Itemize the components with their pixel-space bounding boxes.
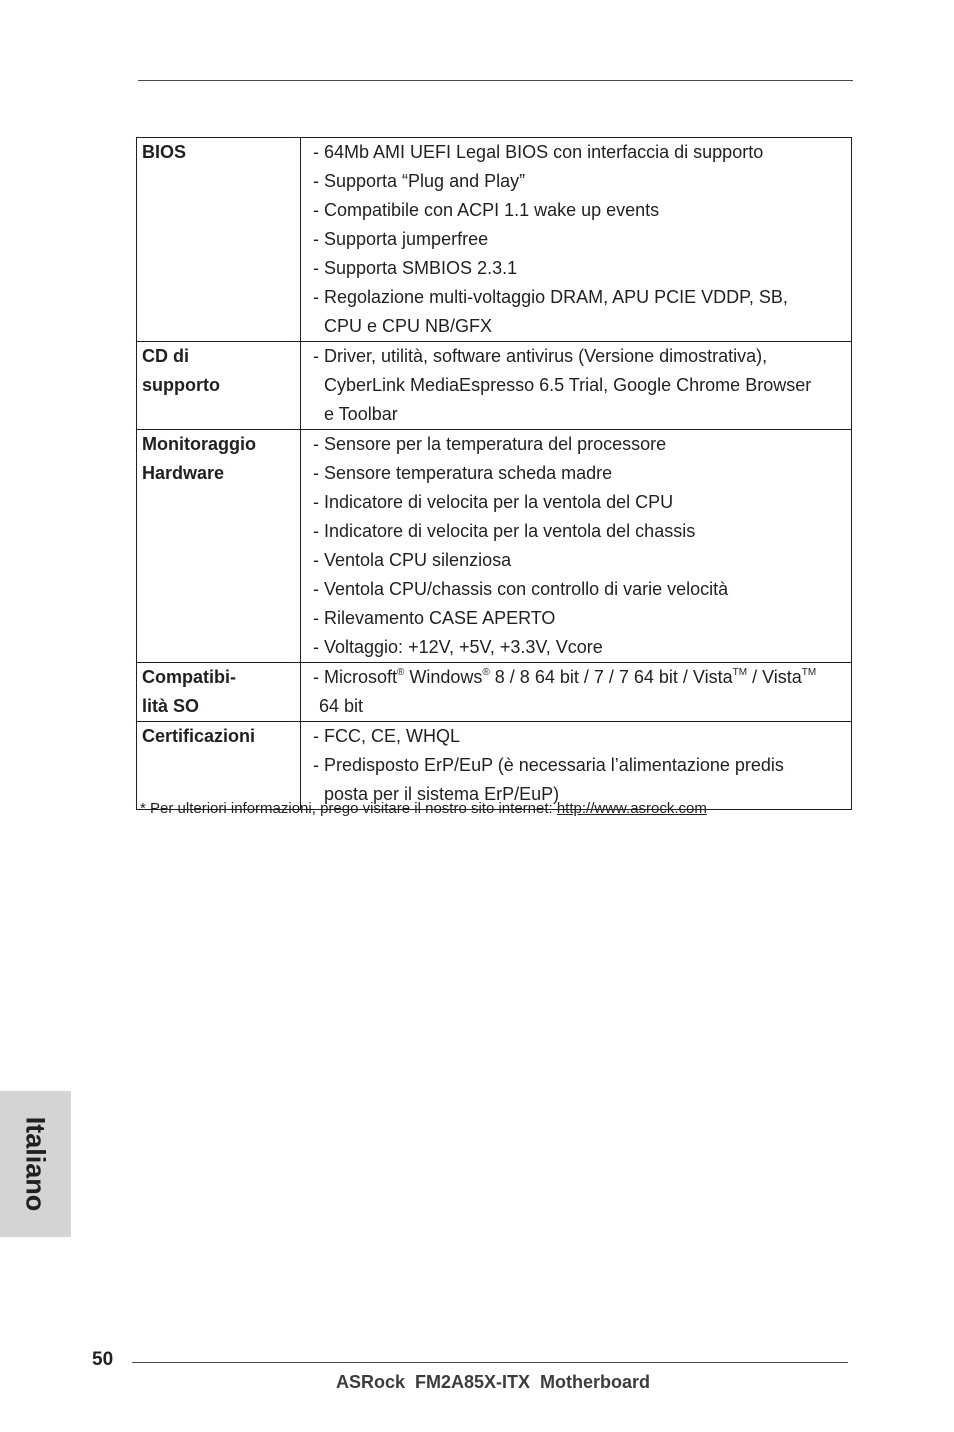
spec-value-line: - FCC, CE, WHQL: [313, 726, 460, 746]
spec-row: [137, 722, 852, 810]
spec-row: [137, 138, 852, 342]
spec-value-line: - Driver, utilità, software antivirus (Versione dimostrativa),: [313, 346, 768, 366]
spec-label-line: BIOS: [142, 142, 187, 162]
page-number: 50: [92, 1349, 114, 1370]
language-tab-label: Italiano: [20, 1116, 51, 1212]
spec-label-line: Hardware: [142, 463, 225, 483]
header-rule: [138, 80, 853, 81]
spec-value-line: CyberLink MediaEspresso 6.5 Trial, Google Chrome Browser: [324, 375, 812, 395]
spec-text-part: / Vista: [747, 667, 802, 687]
spec-label-line: CD di: [142, 346, 189, 366]
spec-label-line: lità SO: [142, 696, 200, 716]
footnote-text: * Per ulteriori informazioni, prego visitare il nostro sito internet:: [140, 800, 557, 817]
spec-text-part: 8 / 8 64 bit / 7 / 7 64 bit / Vista: [489, 667, 733, 687]
spec-value: [301, 722, 852, 810]
spec-value: [301, 342, 852, 430]
spec-value-line: - Compatibile con ACPI 1.1 wake up events: [313, 200, 660, 220]
spec-row: [137, 430, 852, 663]
spec-value-line: e Toolbar: [324, 404, 398, 424]
spec-value: [301, 430, 852, 663]
spec-value-line: - Indicatore di velocita per la ventola del CPU: [313, 492, 674, 512]
spec-label: [137, 342, 301, 430]
specifications-table: [136, 137, 852, 810]
spec-text-part: - Microsoft: [313, 667, 398, 687]
spec-label-line: Compatibi-: [142, 667, 236, 687]
spec-label-line: Certificazioni: [142, 726, 256, 746]
spec-value-line: [313, 663, 849, 692]
spec-value-line: - Ventola CPU silenziosa: [313, 550, 512, 570]
spec-value-line: CPU e CPU NB/GFX: [324, 316, 493, 336]
trademark-mark: ®: [482, 667, 490, 678]
spec-row: [137, 663, 852, 722]
spec-value-line: 64 bit: [319, 696, 364, 716]
spec-value-line: - Regolazione multi-voltaggio DRAM, APU PCIE VDDP, SB,: [313, 287, 788, 307]
trademark-mark: ®: [397, 667, 405, 678]
spec-label: [137, 663, 301, 722]
spec-value-line: - Ventola CPU/chassis con controllo di varie velocità: [313, 579, 729, 599]
asrock-website-link[interactable]: http://www.asrock.com: [556, 800, 707, 817]
spec-value-line: - Sensore per la temperatura del processore: [313, 434, 667, 454]
spec-value-line: - Voltaggio: +12V, +5V, +3.3V, Vcore: [313, 637, 603, 657]
spec-value-line: - Supporta “Plug and Play”: [313, 171, 526, 191]
spec-value-line: - Supporta jumperfree: [313, 229, 489, 249]
trademark-mark: TM: [801, 667, 817, 678]
footer-title: ASRock FM2A85X-ITX Motherboard: [336, 1372, 651, 1392]
spec-value-line: - Rilevamento CASE APERTO: [313, 608, 556, 628]
spec-value-line: - Predisposto ErP/EuP (è necessaria l’alimentazione predis: [313, 755, 784, 775]
spec-value-line: - Supporta SMBIOS 2.3.1: [313, 258, 518, 278]
spec-label: [137, 430, 301, 663]
spec-label: [137, 138, 301, 342]
spec-value-line: - Indicatore di velocita per la ventola del chassis: [313, 521, 696, 541]
spec-text-part: Windows: [404, 667, 483, 687]
spec-value-line: posta per il sistema ErP/EuP): [324, 784, 560, 804]
footnote: [140, 800, 707, 817]
spec-label: [137, 722, 301, 810]
spec-value: [301, 663, 852, 722]
spec-label-line: supporto: [142, 375, 220, 395]
spec-value-line: - Sensore temperatura scheda madre: [313, 463, 613, 483]
spec-row: [137, 342, 852, 430]
spec-value: [301, 138, 852, 342]
language-side-tab: [0, 1091, 71, 1237]
footer-rule: [132, 1362, 848, 1363]
trademark-mark: TM: [732, 667, 748, 678]
spec-label-line: Monitoraggio: [142, 434, 256, 454]
spec-value-line: - 64Mb AMI UEFI Legal BIOS con interfaccia di supporto: [313, 142, 764, 162]
